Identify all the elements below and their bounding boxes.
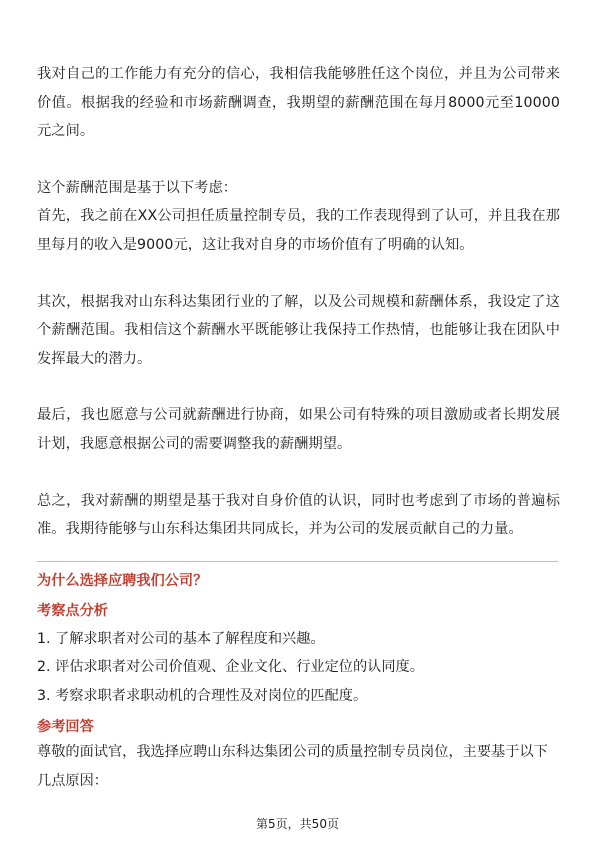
answer-heading: 参考回答 [37,719,94,735]
paragraph-conclusion: 总之，我对薪酬的期望是基于我对自身价值的认识，同时也考虑到了市场的普遍标准。我期待能够与山东科达集团共同成长，并为公司的发展贡献自己的力量。 [37,492,560,538]
analysis-point: 3. 考察求职者求职动机的合理性及对岗位的匹配度。 [37,688,368,704]
paragraph-first-reason: 首先，我之前在XX公司担任质量控制专员，我的工作表现得到了认可，并且我在那里每月的收入是9000元，这让我对自身的市场价值有了明确的认知。 [37,208,560,253]
document-body [37,60,560,544]
analysis-point: 2. 评估求职者对公司价值观、企业文化、行业定位的认同度。 [37,659,424,675]
question-title: 为什么选择应聘我们公司？ [37,573,208,589]
answer-text: 尊敬的面试官，我选择应聘山东科达集团公司的质量控制专员岗位，主要基于以下几点原因： [37,744,548,789]
paragraph-basis-intro: 这个薪酬范围是基于以下考虑： [37,179,238,196]
page-number: 第5页，共50页 [256,817,339,831]
paragraph-second-reason: 其次，根据我对山东科达集团行业的了解，以及公司规模和薪酬体系，我设定了这个薪酬范围。我相信这个薪酬水平既能够让我保持工作热情，也能够让我在团队中发挥最大的潜力。 [37,293,560,367]
paragraph-third-reason: 最后，我也愿意与公司就薪酬进行协商，如果公司有特殊的项目激励或者长期发展计划，我愿意根据公司的需要调整我的薪酬期望。 [37,407,560,452]
analysis-point: 1. 了解求职者对公司的基本了解程度和兴趣。 [37,631,325,647]
analysis-heading: 考察点分析 [37,603,108,619]
paragraph-salary-confidence: 我对自己的工作能力有充分的信心，我相信我能够胜任这个岗位，并且为公司带来价值。根据我的经验和市场薪酬调查，我期望的薪酬范围在每月8000元至10000元之间。 [37,66,560,140]
section-divider [37,561,558,562]
